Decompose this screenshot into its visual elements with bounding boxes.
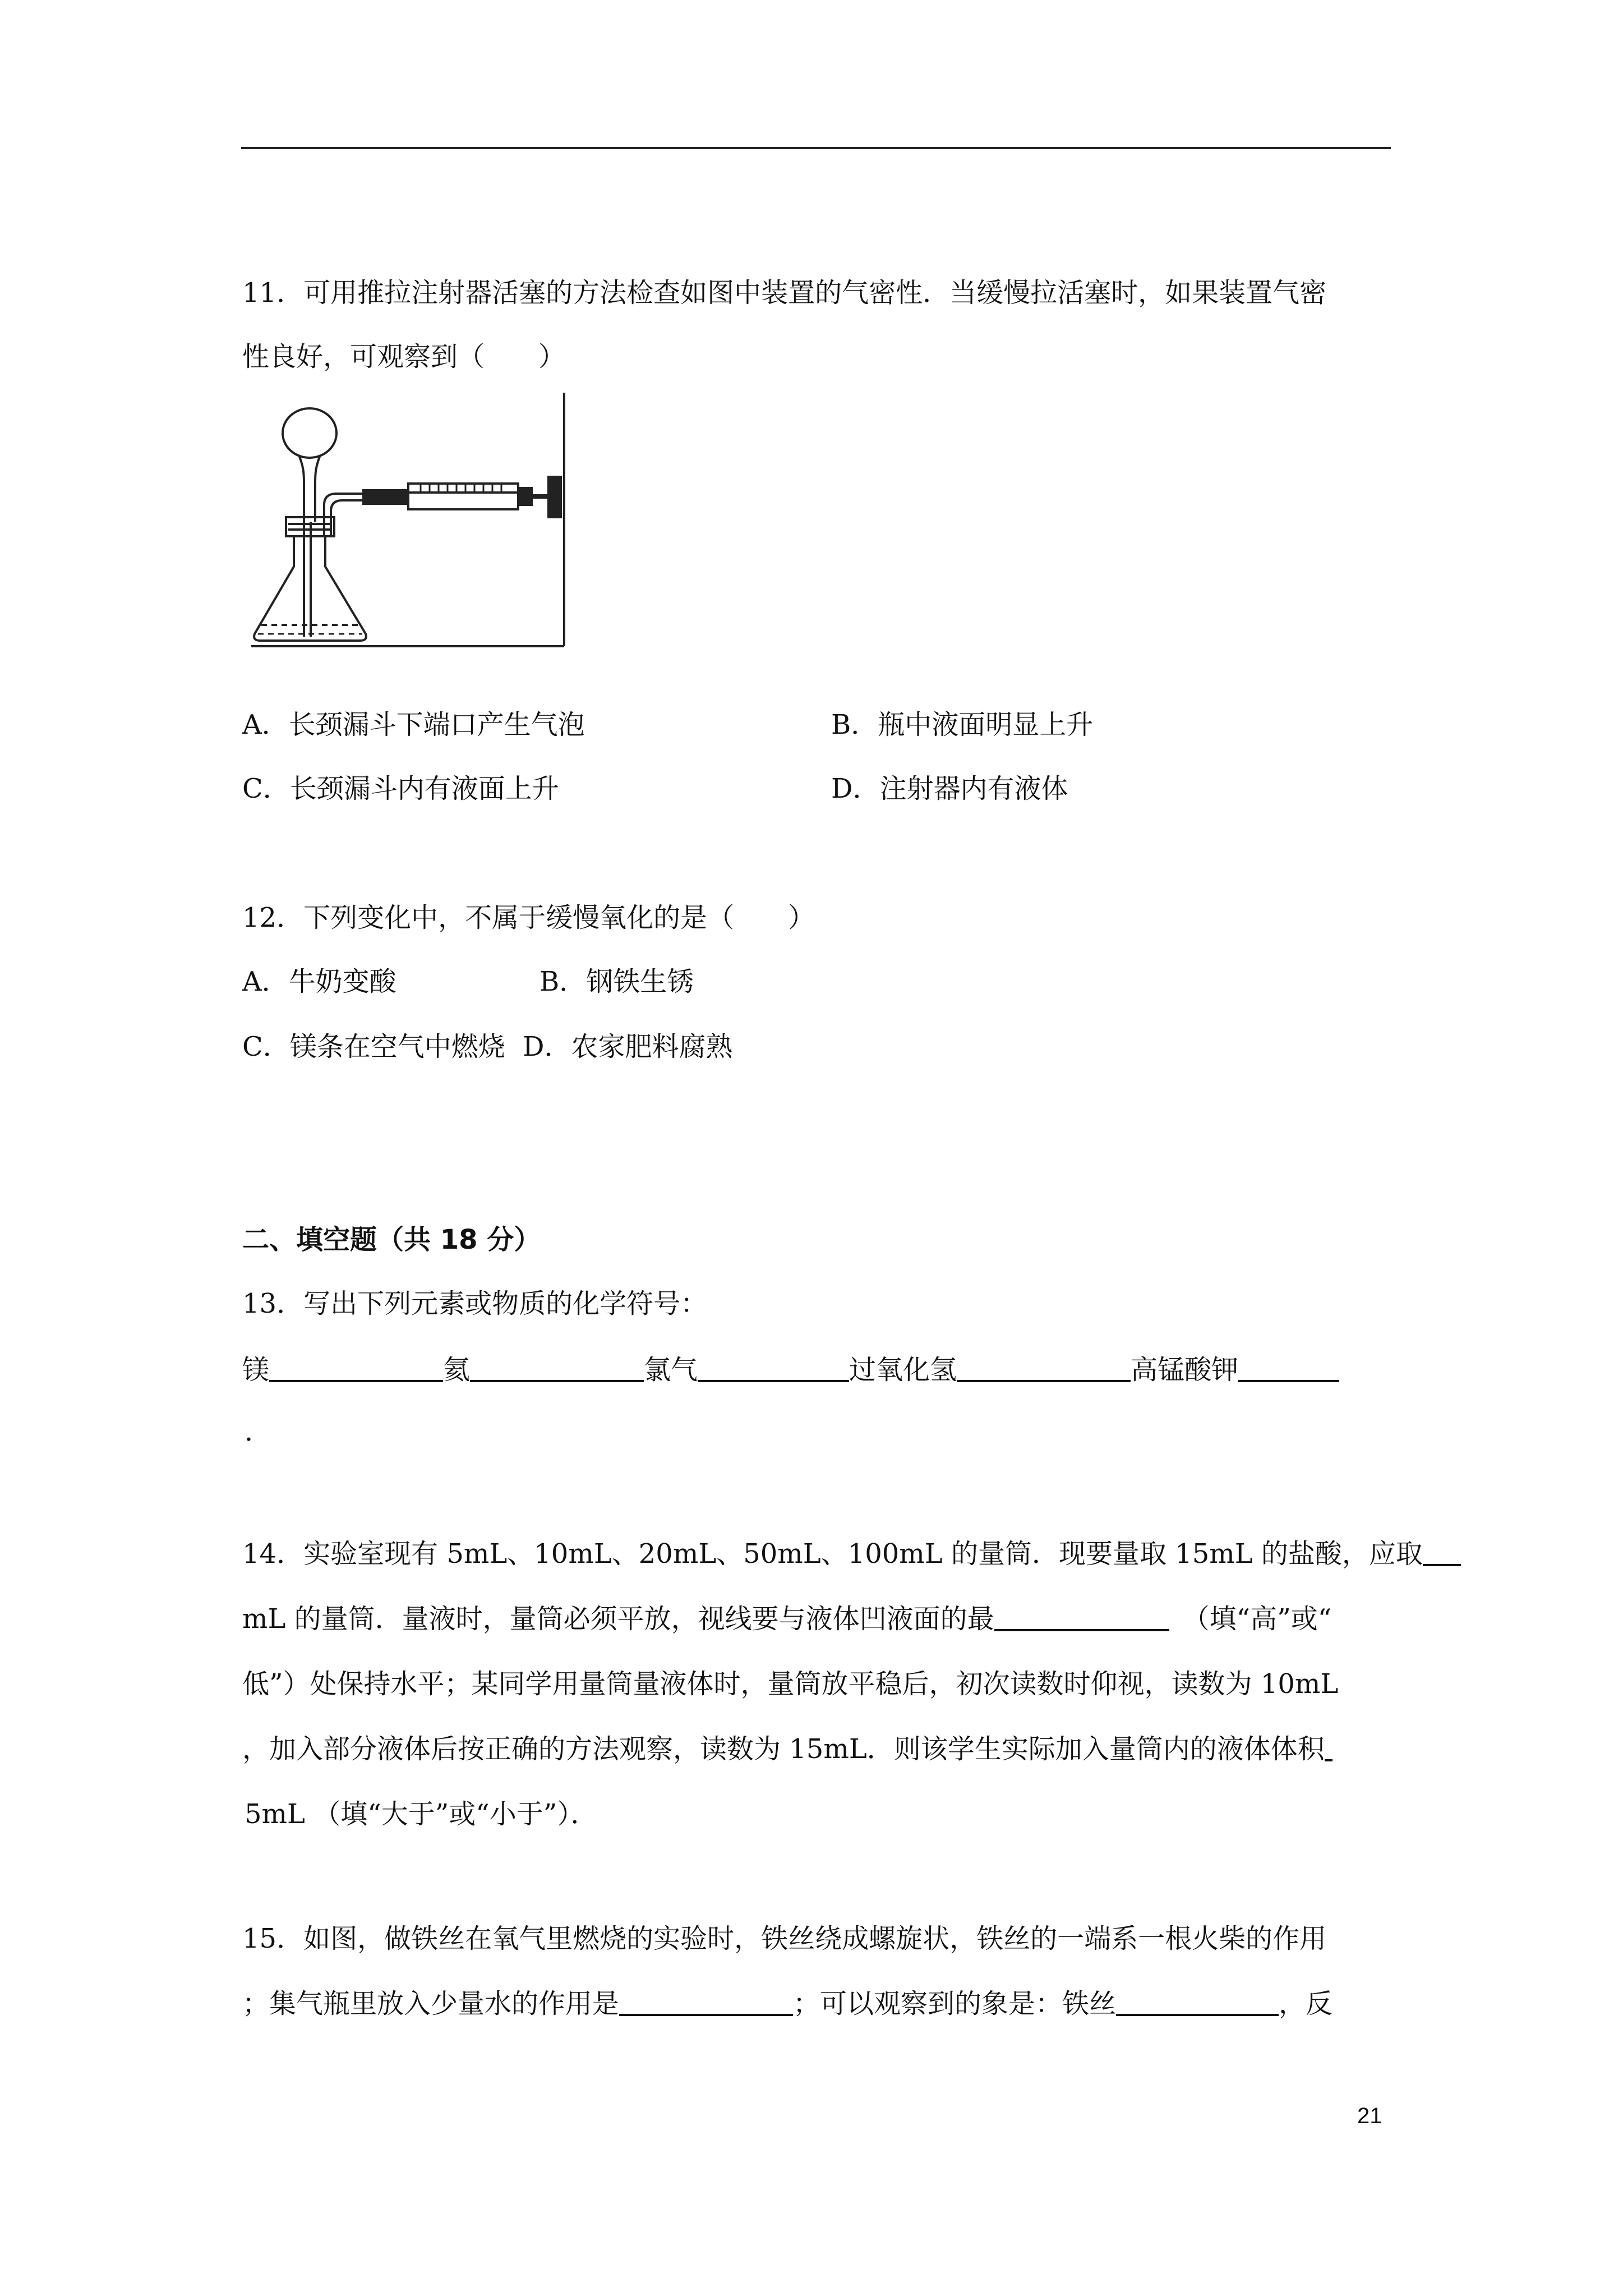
q12-option-b: B．钢铁生锈 [540, 966, 694, 997]
q13-blank-4[interactable] [957, 1358, 1131, 1382]
q14-line2b-text: （填“高”或“ [1182, 1603, 1332, 1635]
q11-option-a: A．长颈漏斗下端口产生气泡 [242, 709, 585, 740]
q15-line1: 15．如图，做铁丝在氧气里燃烧的实验时，铁丝绕成螺旋状，铁丝的一端系一根火柴的作用 [242, 1923, 1327, 1954]
q15-line2b-text: ；可以观察到的象是：铁丝 [793, 1988, 1117, 2019]
q13-blank-5[interactable] [1238, 1358, 1339, 1382]
q14-blank-2[interactable] [994, 1607, 1169, 1631]
q13-item-cl2: 氯气 [644, 1354, 698, 1386]
q14-blank-1[interactable] [1423, 1542, 1461, 1566]
section-2-title: 二、填空题（共 18 分） [242, 1224, 541, 1255]
q13-blank-2[interactable] [470, 1358, 644, 1382]
q11-stem-line1: 11．可用推拉注射器活塞的方法检查如图中装置的气密性．当缓慢拉活塞时，如果装置气密 [242, 277, 1327, 309]
flask-syringe-apparatus-icon [241, 387, 578, 656]
q13-item-mg: 镁 [242, 1354, 270, 1386]
q13-item-h2o2: 过氧化氢 [849, 1354, 957, 1386]
q13-blanks-row [242, 1354, 1339, 1386]
q13-item-he: 氦 [443, 1354, 471, 1386]
q13-blank-3[interactable] [698, 1358, 849, 1382]
q12-stem: 12．下列变化中，不属于缓慢氧化的是（ ） [242, 902, 815, 933]
q11-option-b: B．瓶中液面明显上升 [831, 709, 1094, 740]
q14-line1-text: 14．实验室现有 5mL、10mL、20mL、50mL、100mL 的量筒．现要量取 15mL 的盐酸，应取 [242, 1538, 1423, 1570]
q11-option-d: D．注射器内有液体 [831, 773, 1068, 804]
header-rule [241, 147, 1391, 149]
q15-line2a-text: ；集气瓶里放入少量水的作用是 [242, 1988, 620, 2019]
q14-line5: 5mL （填“大于”或“小于”）． [245, 1798, 598, 1830]
q14-line4 [242, 1733, 1332, 1765]
q13-end-mark: ． [245, 1416, 272, 1447]
page-number: 21 [1357, 2104, 1382, 2128]
q14-line2a-text: mL 的量筒．量液时，量筒必须平放，视线要与液体凹液面的最 [242, 1603, 994, 1635]
q14-line2 [242, 1603, 1332, 1635]
q12-option-a: A．牛奶变酸 [242, 966, 396, 997]
q14-blank-3[interactable] [1325, 1737, 1332, 1761]
q14-line1 [242, 1538, 1461, 1570]
q14-line3: 低”）处保持水平；某同学用量筒量液体时，量筒放平稳后，初次读数时仰视，读数为 10mL [242, 1668, 1339, 1700]
q13-item-kmno4: 高锰酸钾 [1131, 1354, 1239, 1386]
q15-blank-1[interactable] [619, 1991, 793, 2016]
q15-blank-2[interactable] [1116, 1991, 1279, 2016]
q13-stem: 13．写出下列元素或物质的化学符号： [242, 1288, 708, 1319]
q13-blank-1[interactable] [269, 1358, 443, 1382]
q15-line2 [242, 1990, 1332, 2017]
q14-line4-text: ，加入部分液体后按正确的方法观察，读数为 15mL．则该学生实际加入量筒内的液体体积 [242, 1733, 1325, 1765]
q12-option-c: C．镁条在空气中燃烧 [242, 1031, 505, 1062]
q15-line2c-text: ，反 [1279, 1988, 1333, 2019]
q11-stem-line2: 性良好，可观察到（ ） [242, 341, 566, 372]
q12-option-d: D．农家肥料腐熟 [523, 1031, 733, 1062]
q11-option-c: C．长颈漏斗内有液面上升 [242, 773, 559, 804]
